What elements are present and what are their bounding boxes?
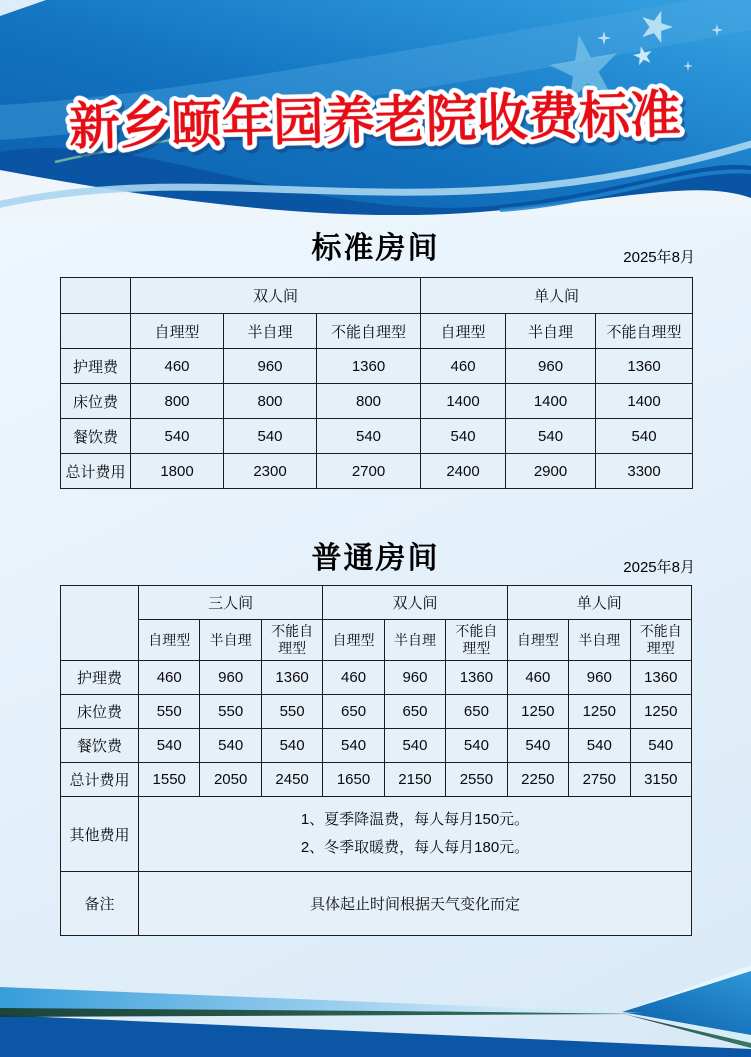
fee-value-cell: 550 [200, 695, 261, 729]
standard-room-table [60, 277, 693, 489]
fee-value-cell: 550 [261, 695, 322, 729]
group-header-cell: 三人间 [139, 586, 323, 620]
table-row [61, 763, 692, 797]
fee-value-cell: 960 [506, 349, 596, 384]
fee-value-cell: 960 [569, 661, 630, 695]
section-date-ordinary: 2025年8月 [623, 559, 695, 576]
care-level-cell: 不能自理型 [317, 314, 421, 349]
care-level-cell [630, 620, 692, 661]
fee-value-cell: 1360 [596, 349, 693, 384]
care-level-cell: 自理型 [131, 314, 224, 349]
fee-value-cell: 1250 [569, 695, 630, 729]
ordinary-section-header [0, 538, 751, 580]
fee-label-cell: 床位费 [61, 384, 131, 419]
fee-value-cell: 460 [131, 349, 224, 384]
fee-value-cell: 460 [323, 661, 384, 695]
section-date-standard: 2025年8月 [623, 249, 695, 266]
diagonal-cell [61, 314, 131, 349]
fee-value-cell: 2550 [446, 763, 507, 797]
fee-value-cell: 540 [384, 729, 445, 763]
table-row [61, 278, 693, 314]
other-fees-label-cell: 其他费用 [61, 797, 139, 872]
fee-value-cell: 540 [200, 729, 261, 763]
fee-label-cell: 总计费用 [61, 454, 131, 489]
fee-value-cell: 2700 [317, 454, 421, 489]
fee-value-cell: 2250 [507, 763, 568, 797]
other-fee-line: 1、夏季降温费，每人每月150元。 [300, 811, 530, 829]
table-row [61, 454, 693, 489]
table-row [61, 695, 692, 729]
poster-title: 新乡颐年园养老院收费标准 [68, 85, 682, 156]
care-level-cell: 自理型 [139, 620, 200, 661]
fee-label-cell: 餐饮费 [61, 419, 131, 454]
fee-value-cell: 1800 [131, 454, 224, 489]
fee-value-cell: 2450 [261, 763, 322, 797]
fee-value-cell: 1400 [506, 384, 596, 419]
fee-value-cell: 540 [507, 729, 568, 763]
care-level-cell [446, 620, 507, 661]
fee-value-cell: 1360 [317, 349, 421, 384]
care-level-label: 不能自理型 [639, 622, 682, 656]
fee-value-cell: 650 [323, 695, 384, 729]
table-row [61, 797, 692, 872]
fee-value-cell: 540 [446, 729, 507, 763]
fee-value-cell: 540 [261, 729, 322, 763]
table-row [61, 661, 692, 695]
fee-value-cell: 540 [317, 419, 421, 454]
fee-value-cell: 2150 [384, 763, 445, 797]
table-row [61, 384, 693, 419]
fee-value-cell: 540 [421, 419, 506, 454]
fee-value-cell: 3150 [630, 763, 692, 797]
fee-value-cell: 540 [569, 729, 630, 763]
fee-value-cell: 3300 [596, 454, 693, 489]
fee-value-cell: 2750 [569, 763, 630, 797]
fee-value-cell: 540 [323, 729, 384, 763]
table-row [61, 419, 693, 454]
fee-value-cell: 650 [446, 695, 507, 729]
fee-value-cell: 960 [224, 349, 317, 384]
poster-title-block [0, 70, 751, 170]
fee-value-cell: 800 [317, 384, 421, 419]
care-level-cell: 半自理 [384, 620, 445, 661]
section-title-ordinary: 普通房间 [311, 542, 440, 575]
group-header-cell: 单人间 [507, 586, 691, 620]
fee-value-cell: 800 [131, 384, 224, 419]
fee-value-cell: 2300 [224, 454, 317, 489]
fee-label-cell: 餐饮费 [61, 729, 139, 763]
fee-value-cell: 460 [139, 661, 200, 695]
ordinary-room-table [60, 585, 692, 936]
table-row [61, 314, 693, 349]
care-level-cell: 半自理 [569, 620, 630, 661]
fee-value-cell: 2900 [506, 454, 596, 489]
care-level-cell: 半自理 [200, 620, 261, 661]
fee-value-cell: 540 [506, 419, 596, 454]
other-fees-content-cell [139, 797, 692, 872]
care-level-cell: 自理型 [507, 620, 568, 661]
fee-label-cell: 护理费 [61, 349, 131, 384]
fee-value-cell: 1650 [323, 763, 384, 797]
care-level-label: 不能自理型 [455, 622, 498, 656]
fee-value-cell: 1550 [139, 763, 200, 797]
fee-value-cell: 1360 [630, 661, 692, 695]
table-row [61, 586, 692, 620]
fee-value-cell: 960 [200, 661, 261, 695]
footer-dark-band [0, 1015, 751, 1057]
fee-value-cell: 2400 [421, 454, 506, 489]
fee-value-cell: 1400 [421, 384, 506, 419]
fee-value-cell: 540 [131, 419, 224, 454]
remarks-content-cell: 具体起止时间根据天气变化而定 [139, 872, 692, 936]
table-row [61, 729, 692, 763]
fee-value-cell: 650 [384, 695, 445, 729]
fee-value-cell: 1360 [446, 661, 507, 695]
group-header-cell: 单人间 [421, 278, 693, 314]
fee-value-cell: 540 [596, 419, 693, 454]
group-header-cell: 双人间 [323, 586, 507, 620]
fee-value-cell: 1400 [596, 384, 693, 419]
fee-label-cell: 护理费 [61, 661, 139, 695]
care-level-cell: 自理型 [323, 620, 384, 661]
table-row [61, 872, 692, 936]
fee-value-cell: 460 [421, 349, 506, 384]
care-level-cell [261, 620, 322, 661]
fee-value-cell: 550 [139, 695, 200, 729]
diagonal-cell [61, 586, 139, 661]
other-fee-line: 2、冬季取暖费，每人每月180元。 [300, 839, 530, 856]
fee-value-cell: 800 [224, 384, 317, 419]
fee-value-cell: 540 [224, 419, 317, 454]
care-level-cell: 不能自理型 [596, 314, 693, 349]
fee-value-cell: 540 [139, 729, 200, 763]
fee-label-cell: 床位费 [61, 695, 139, 729]
fee-value-cell: 1250 [630, 695, 692, 729]
corner-cell [61, 278, 131, 314]
fee-value-cell: 460 [507, 661, 568, 695]
fee-value-cell: 540 [630, 729, 692, 763]
care-level-label: 不能自理型 [271, 622, 314, 656]
fee-value-cell: 960 [384, 661, 445, 695]
care-level-cell: 半自理 [224, 314, 317, 349]
group-header-cell: 双人间 [131, 278, 421, 314]
table-row [61, 349, 693, 384]
remarks-label-cell: 备注 [61, 872, 139, 936]
table-row [61, 620, 692, 661]
care-level-cell: 自理型 [421, 314, 506, 349]
fee-value-cell: 1360 [261, 661, 322, 695]
standard-section-header [0, 228, 751, 270]
care-level-cell: 半自理 [506, 314, 596, 349]
section-title-standard: 标准房间 [311, 232, 440, 265]
footer-banner [0, 935, 751, 1057]
fee-label-cell: 总计费用 [61, 763, 139, 797]
fee-value-cell: 2050 [200, 763, 261, 797]
fee-value-cell: 1250 [507, 695, 568, 729]
